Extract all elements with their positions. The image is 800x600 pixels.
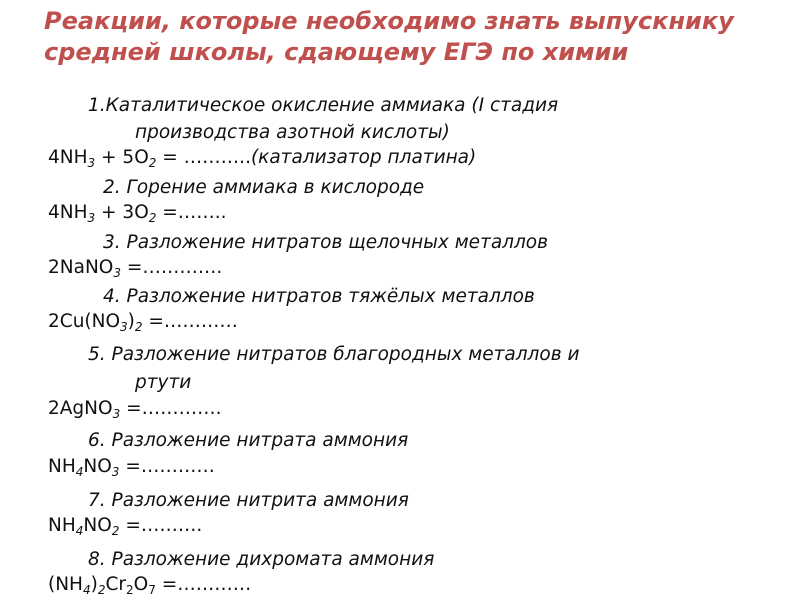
item-1-formula: $4NH_3 + 5O_2$ = ………..(катализатор платина) xyxy=(48,147,477,170)
item-1-heading-line1: 1.Каталитическое окисление аммиака (I стадия xyxy=(88,95,559,116)
item-8-formula: $(NH_4)_2Cr_2O_7$ =………… xyxy=(48,574,252,597)
item-6-heading: 6. Разложение нитрата аммония xyxy=(88,430,409,451)
item-5-heading-line1: 5. Разложение нитратов благородных металлов и xyxy=(88,344,580,365)
item-4-heading: 4. Разложение нитратов тяжёлых металлов xyxy=(103,286,535,307)
item-4-formula: $2Cu(NO_3)_2$ =………… xyxy=(48,311,238,334)
item-1-heading-line2: производства азотной кислоты) xyxy=(135,122,450,143)
item-7-formula: $NH_4NO_2$ =………. xyxy=(48,515,203,538)
item-8-heading: 8. Разложение дихромата аммония xyxy=(88,549,435,570)
item-7-heading: 7. Разложение нитрита аммония xyxy=(88,490,409,511)
item-5-formula: 2AgNO$_3$ =…………. xyxy=(48,398,222,421)
item-5-heading-line2: ртути xyxy=(135,372,192,393)
item-2-heading: 2. Горение аммиака в кислороде xyxy=(103,177,425,198)
item-2-formula: $4NH_3 + 3O_2$ =…….. xyxy=(48,202,227,225)
item-3-formula: 2NaNO$_3$ =…………. xyxy=(48,257,223,280)
slide-title: Реакции, которые необходимо знать выпускнику средней школы, сдающему ЕГЭ по химии xyxy=(44,7,734,66)
item-3-heading: 3. Разложение нитратов щелочных металлов xyxy=(103,232,549,253)
item-6-formula: $NH_4NO_3$ =………… xyxy=(48,456,215,479)
